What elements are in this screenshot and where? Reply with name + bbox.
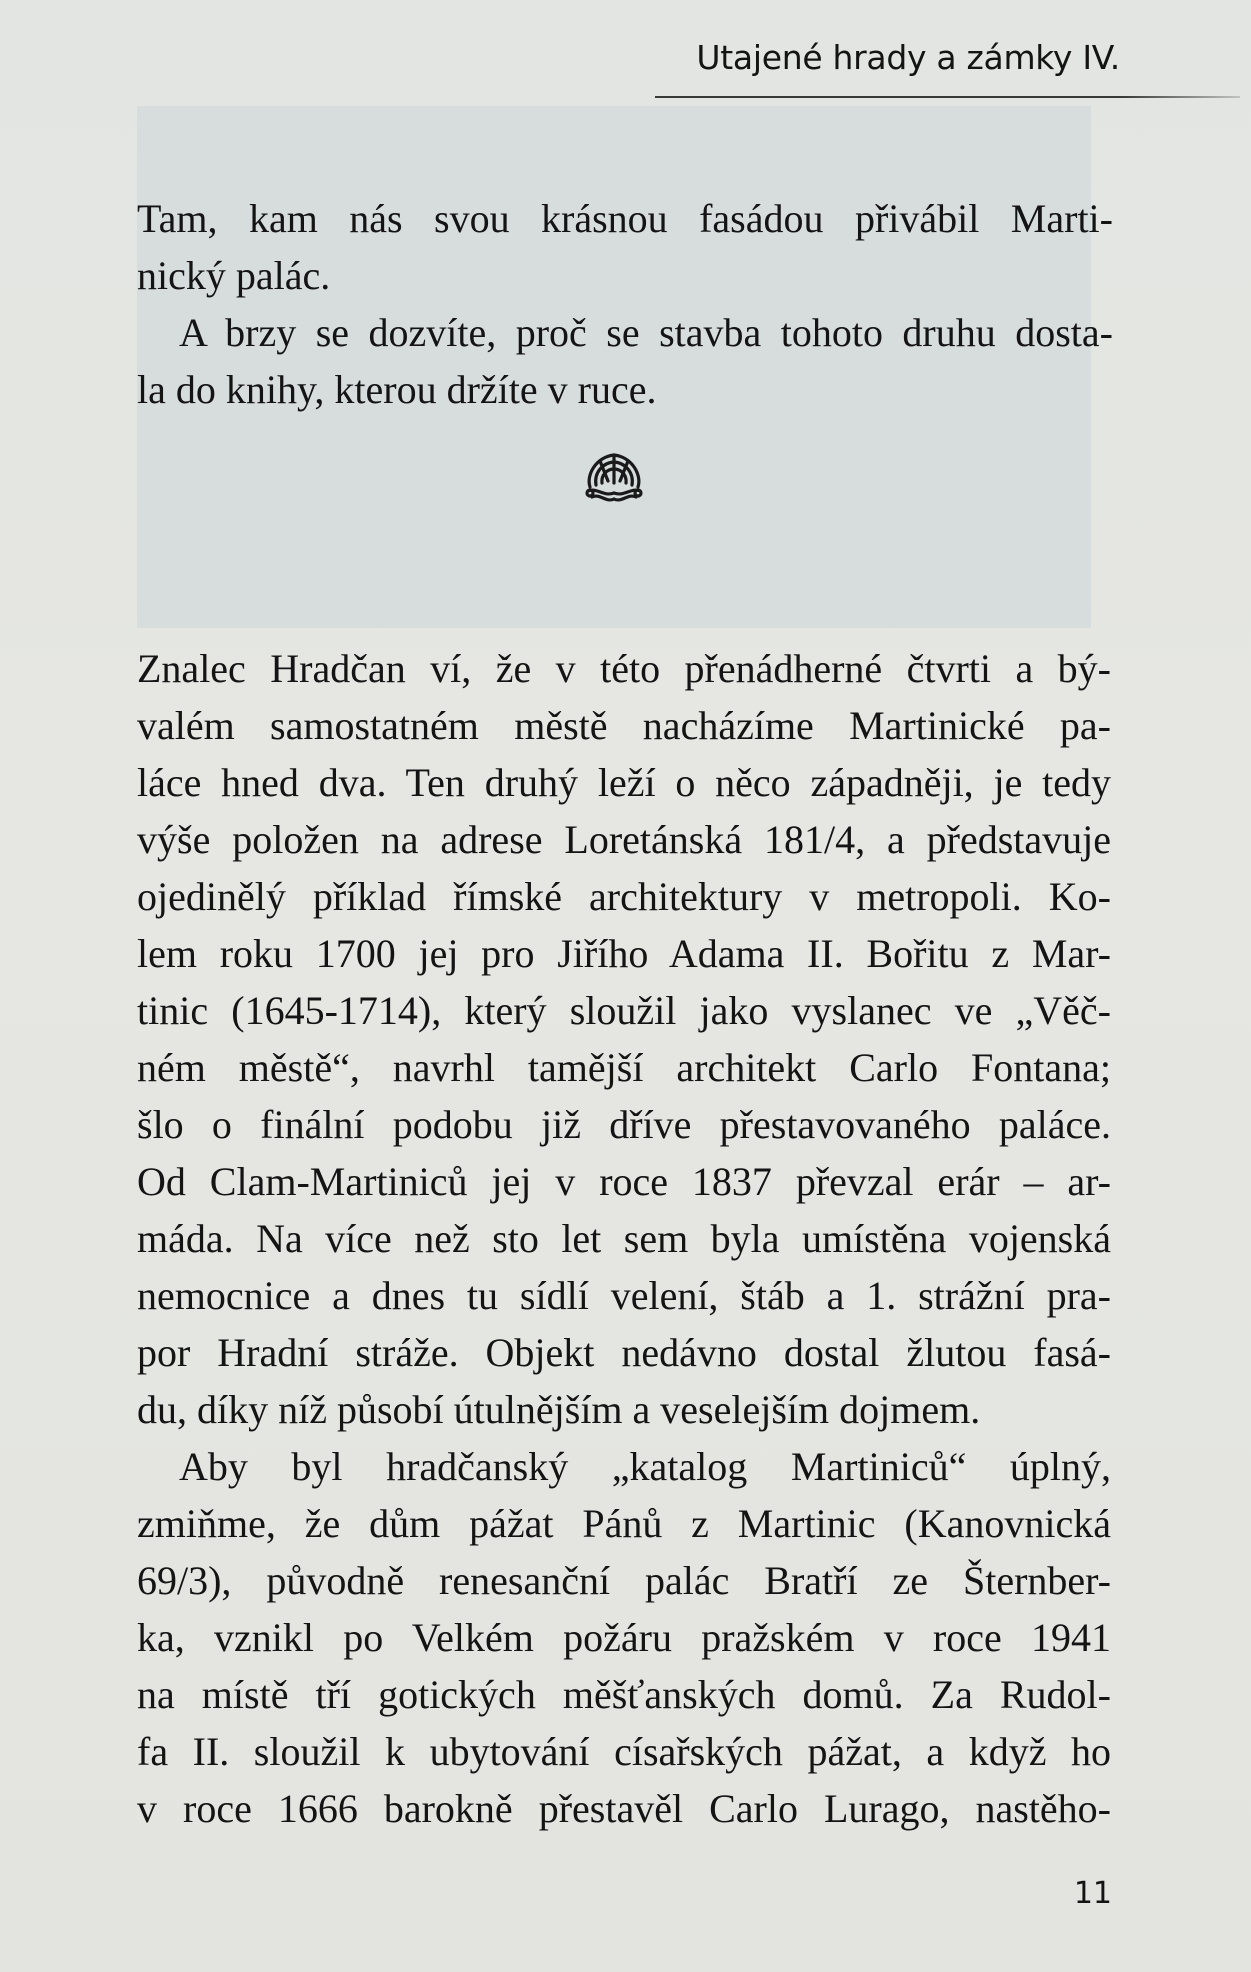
header-rule <box>655 96 1240 98</box>
body-line: du, díky níž působí útulnějším a veselejším dojmem. <box>137 1387 981 1432</box>
body-line: lem roku 1700 jej pro Jiřího Adama II. Bořitu z Mar- <box>137 931 1111 976</box>
intro-line: la do knihy, kterou držíte v ruce. <box>137 367 657 412</box>
main-text <box>137 640 1111 1837</box>
body-line: Znalec Hradčan ví, že v této přenádherné čtvrti a bý- <box>137 646 1111 691</box>
body-line: ka, vznikl po Velkém požáru pražském v roce 1941 <box>137 1615 1111 1660</box>
running-header: Utajené hrady a zámky IV. <box>696 38 1120 77</box>
body-line: ném městě“, navrhl tamější architekt Carlo Fontana; <box>137 1045 1111 1090</box>
shell-ornament-icon <box>582 447 646 507</box>
body-line: na místě tří gotických měšťanských domů. Za Rudol- <box>137 1672 1111 1717</box>
body-line: v roce 1666 barokně přestavěl Carlo Lurago, nastěho- <box>137 1786 1111 1831</box>
body-line: zmiňme, že dům pážat Pánů z Martinic (Kanovnická <box>137 1501 1111 1546</box>
intro-line: Tam, kam nás svou krásnou fasádou přivábil Marti- <box>137 196 1113 241</box>
body-line: Od Clam-Martiniců jej v roce 1837 převzal erár – ar- <box>137 1159 1111 1204</box>
body-line: por Hradní stráže. Objekt nedávno dostal žlutou fasá- <box>137 1330 1111 1375</box>
body-line: šlo o finální podobu již dříve přestavovaného paláce. <box>137 1102 1111 1147</box>
page-number: 11 <box>1073 1876 1112 1911</box>
body-line: fa II. sloužil k ubytování císařských pážat, a když ho <box>137 1729 1111 1774</box>
body-line: Aby byl hradčanský „katalog Martiniců“ úplný, <box>179 1444 1111 1489</box>
body-line: valém samostatném městě nacházíme Martinické pa- <box>137 703 1111 748</box>
body-line: výše položen na adrese Loretánská 181/4, a představuje <box>137 817 1111 862</box>
body-line: máda. Na více než sto let sem byla umístěna vojenská <box>137 1216 1111 1261</box>
body-line: nemocnice a dnes tu sídlí velení, štáb a 1. strážní pra- <box>137 1273 1111 1318</box>
intro-line: nický palác. <box>137 253 331 298</box>
intro-line: A brzy se dozvíte, proč se stavba tohoto druhu dosta- <box>179 310 1113 355</box>
body-line: tinic (1645-1714), který sloužil jako vyslanec ve „Věč- <box>137 988 1111 1033</box>
intro-paragraphs <box>137 190 1113 418</box>
body-line: ojedinělý příklad římské architektury v metropoli. Ko- <box>137 874 1111 919</box>
body-line: láce hned dva. Ten druhý leží o něco západněji, je tedy <box>137 760 1111 805</box>
body-line: 69/3), původně renesanční palác Bratří ze Šternber- <box>137 1558 1111 1603</box>
